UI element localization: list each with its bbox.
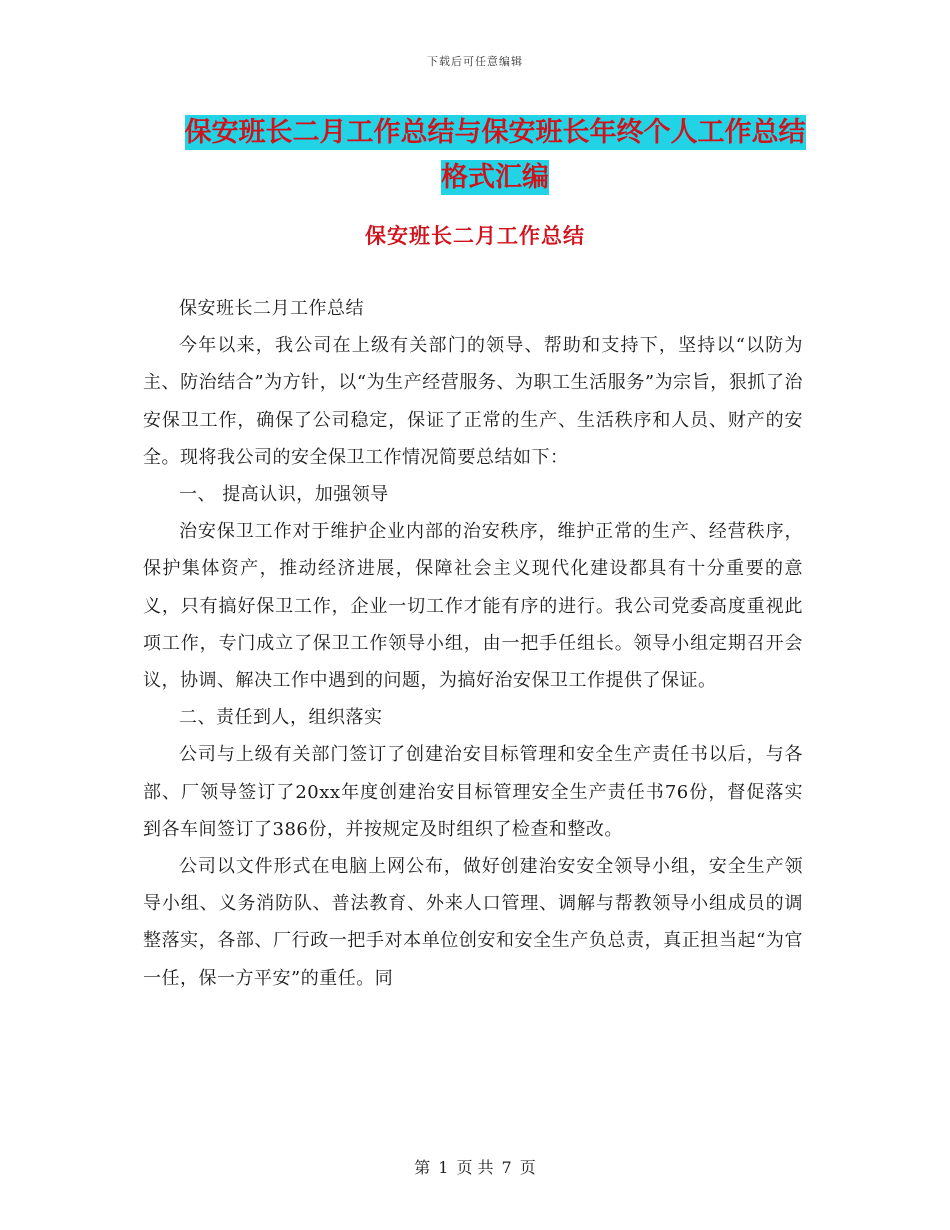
footer-total-pages: 7	[501, 1158, 512, 1177]
document-body	[143, 290, 803, 997]
paragraph-item-1: 治安保卫工作对于维护企业内部的治安秩序，维护正常的生产、经营秩序，保护集体资产，推动经济进展，保障社会主义现代化建设都具有十分重要的意义，只有搞好保卫工作，企业一切工作才能有序的进行。我公司党委高度重视此项工作，专门成立了保卫工作领导小组，由一把手任组长。领导小组定期召开会议，协调、解决工作中遇到的问题，为搞好治安保卫工作提供了保证。	[143, 521, 803, 692]
page-footer	[0, 1155, 950, 1178]
footer-prefix: 第	[414, 1158, 431, 1177]
footer-current-page: 1	[438, 1158, 449, 1177]
document-title-line1: 保安班长二月工作总结与保安班长年终个人工作总结	[184, 117, 806, 148]
document-title	[150, 110, 840, 200]
document-title-line2: 格式汇编	[441, 162, 549, 193]
paragraph-intro: 今年以来，我公司在上级有关部门的领导、帮助和支持下，坚持以“以防为主、防治结合”为方针，以“为生产经营服务、为职工生活服务”为宗旨，狠抓了治安保卫工作，确保了公司稳定，保证了正常的生产、生活秩序和人员、财产的安全。现将我公司的安全保卫工作情况简要总结如下：	[143, 335, 803, 468]
paragraph-subtitle: 保安班长二月工作总结	[179, 298, 364, 319]
section-title: 保安班长二月工作总结	[365, 223, 585, 248]
page-header-note: 下载后可任意编辑	[427, 55, 523, 68]
footer-suffix: 页	[519, 1158, 536, 1177]
footer-middle: 页 共	[456, 1158, 494, 1177]
heading-item-1: 一、 提高认识，加强领导	[179, 484, 389, 506]
paragraph-item-2a: 公司与上级有关部门签订了创建治安目标管理和安全生产责任书以后，与各部、厂领导签订了20xx年度创建治安目标管理安全生产责任书76份，督促落实到各车间签订了386份，并按规定及时组织了检查和整改。	[143, 744, 803, 840]
paragraph-item-2b: 公司以文件形式在电脑上网公布，做好创建治安安全领导小组，安全生产领导小组、义务消防队、普法教育、外来人口管理、调解与帮教领导小组成员的调整落实，各部、厂行政一把手对本单位创安和安全生产负总责，真正担当起“为官一任，保一方平安”的重任。同	[143, 856, 803, 989]
heading-item-2: 二、责任到人，组织落实	[179, 707, 383, 729]
